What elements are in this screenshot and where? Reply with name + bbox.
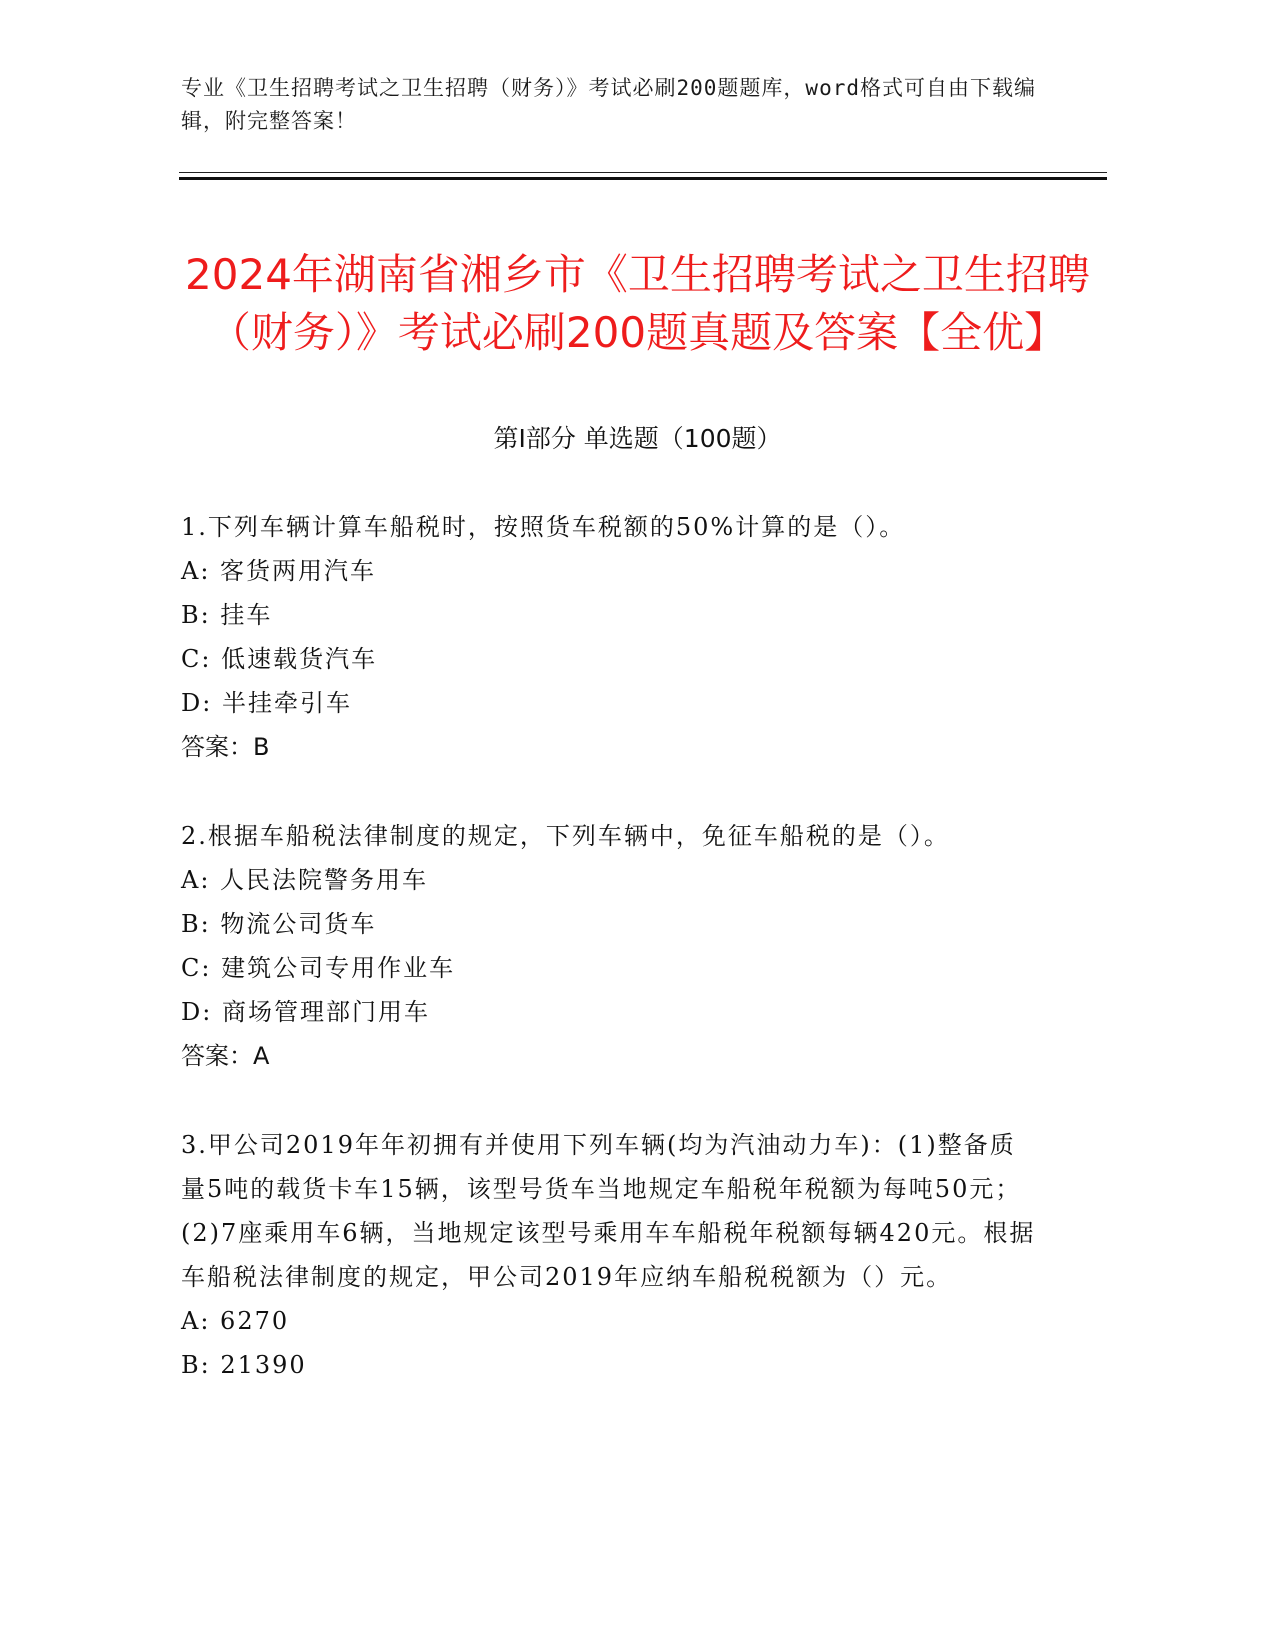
option-b: B: 物流公司货车 <box>181 910 377 938</box>
question-stem: 2.根据车船税法律制度的规定，下列车辆中，免征车船税的是（）。 <box>181 822 950 850</box>
answer-text: 答案：B <box>181 733 270 761</box>
option-b: B: 21390 <box>181 1351 307 1379</box>
option-b: B: 挂车 <box>181 601 273 629</box>
intro-text: 专业《卫生招聘考试之卫生招聘（财务）》考试必刷200题题库，word格式可自由下载编辑，附完整答案！ <box>181 76 1036 133</box>
option-c: C: 低速载货汽车 <box>181 645 378 673</box>
header-divider-thin <box>179 172 1107 173</box>
option-d: D: 半挂牵引车 <box>181 689 352 717</box>
question-item <box>181 1123 1041 1387</box>
header-divider-thick <box>179 177 1107 180</box>
option-a: A: 人民法院警务用车 <box>181 866 429 894</box>
answer-text: 答案：A <box>181 1042 270 1070</box>
document-title: 2024年湖南省湘乡市《卫生招聘考试之卫生招聘（财务）》考试必刷200题真题及答案【全优】 <box>185 250 1090 358</box>
question-item <box>181 814 1041 1078</box>
option-c: C: 建筑公司专用作业车 <box>181 954 456 982</box>
option-a: A: 客货两用汽车 <box>181 557 377 585</box>
option-d: D: 商场管理部门用车 <box>181 998 430 1026</box>
question-stem: 1.下列车辆计算车船税时，按照货车税额的50%计算的是（）。 <box>181 513 906 541</box>
question-list <box>181 505 1041 1432</box>
question-item <box>181 505 1041 769</box>
option-a: A: 6270 <box>181 1307 290 1335</box>
question-stem: 3.甲公司2019年年初拥有并使用下列车辆(均为汽油动力车)：(1)整备质量5吨的载货卡车15辆，该型号货车当地规定车船税年税额为每吨50元；(2)7座乘用车6辆，当地规定该型号乘用车车船税年税额每辆420元。根据车船税法律制度的规定，甲公司2019年应纳车船税税额为（）元。 <box>181 1131 1036 1291</box>
section-heading: 第Ⅰ部分 单选题（100题） <box>493 424 782 453</box>
